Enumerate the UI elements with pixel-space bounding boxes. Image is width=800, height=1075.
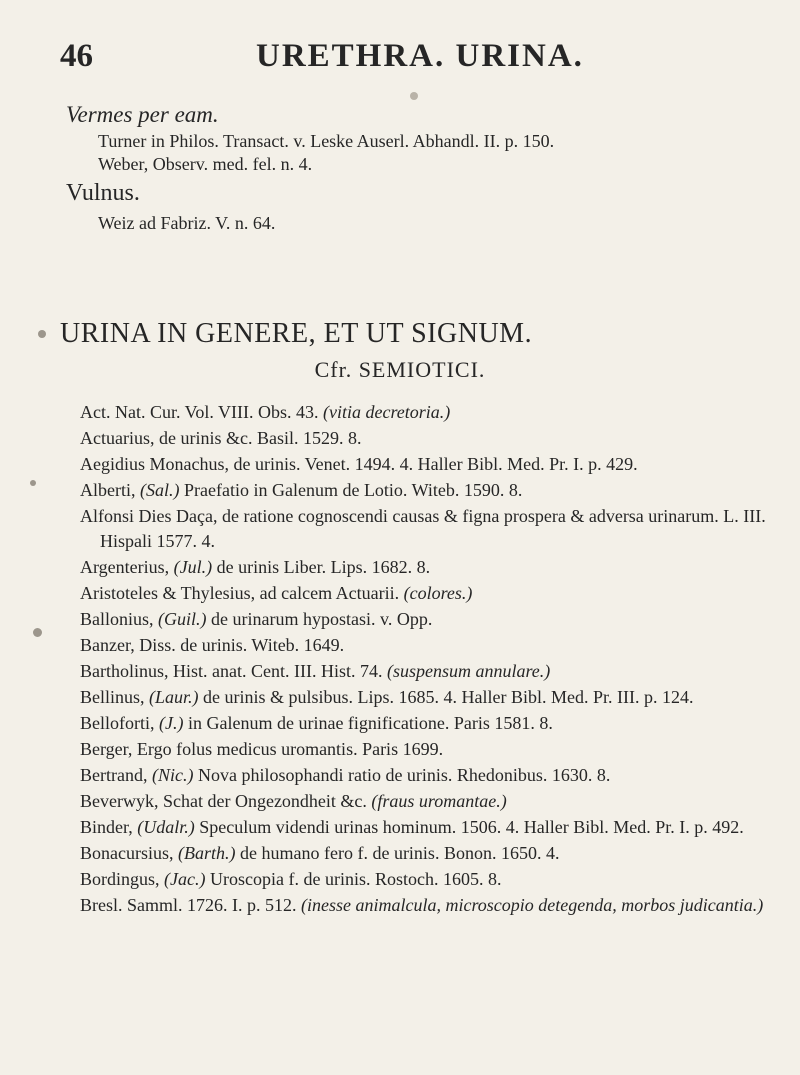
bibliography-entry: Aegidius Monachus, de urinis. Venet. 1494. 4. Haller Bibl. Med. Pr. I. p. 429. (80, 454, 638, 474)
bibliography-entry: Ballonius, (Guil.) de urinarum hypostasi. v. Opp. (80, 609, 433, 629)
paper-speck (38, 330, 46, 338)
vulnus-reference (98, 212, 275, 235)
main-heading: URINA IN GENERE, ET UT SIGNUM. (60, 318, 533, 349)
bibliography-entry: Actuarius, de urinis &c. Basil. 1529. 8. (80, 428, 362, 448)
bibliography-entry: Alberti, (Sal.) Praefatio in Galenum de Lotio. Witeb. 1590. 8. (80, 480, 523, 500)
reference-line: Weber, Observ. med. fel. n. 4. (98, 154, 313, 174)
bibliography-entry: Berger, Ergo folus medicus uromantis. Paris 1699. (80, 739, 444, 759)
reference-line: Weiz ad Fabriz. V. n. 64. (98, 213, 276, 233)
bibliography-entry: Aristoteles & Thylesius, ad calcem Actuarii. (colores.) (80, 583, 473, 603)
page-number: 46 (60, 38, 93, 74)
bibliography-entry: Act. Nat. Cur. Vol. VIII. Obs. 43. (vitia decretoria.) (80, 402, 451, 422)
bibliography-entry: Bellinus, (Laur.) de urinis & pulsibus. Lips. 1685. 4. Haller Bibl. Med. Pr. III. p. 124. (80, 687, 694, 707)
paper-speck (33, 628, 42, 637)
reference-line: Turner in Philos. Transact. v. Leske Auserl. Abhandl. II. p. 150. (98, 131, 555, 151)
section-heading-vulnus: Vulnus. (66, 180, 140, 206)
bibliography-entry: Binder, (Udalr.) Speculum videndi urinas hominum. 1506. 4. Haller Bibl. Med. Pr. I. p. 492. (80, 817, 744, 837)
bibliography-entry: Bertrand, (Nic.) Nova philosophandi ratio de urinis. Rhedonibus. 1630. 8. (80, 765, 611, 785)
bibliography-entry: Bordingus, (Jac.) Uroscopia f. de urinis. Rostoch. 1605. 8. (80, 869, 502, 889)
bibliography-entry: Bonacursius, (Barth.) de humano fero f. de urinis. Bonon. 1650. 4. (80, 843, 560, 863)
page-header (60, 38, 760, 78)
paper-speck (30, 480, 36, 486)
bibliography-entry: Beverwyk, Schat der Ongezondheit &c. (fraus uromantae.) (80, 791, 507, 811)
bibliography-entry: Alfonsi Dies Daça, de ratione cognoscendi causas & figna prospera & adversa urinarum. L. III. Hispali 1577. 4. (80, 506, 766, 551)
bibliography-list (80, 400, 780, 919)
sub-heading: Cfr. SEMIOTICI. (314, 357, 486, 382)
bibliography-entry: Argenterius, (Jul.) de urinis Liber. Lips. 1682. 8. (80, 557, 431, 577)
vermes-reference (98, 130, 554, 176)
running-title: URETHRA. URINA. (256, 38, 584, 74)
bibliography-entry: Belloforti, (J.) in Galenum de urinae fignificatione. Paris 1581. 8. (80, 713, 553, 733)
ornament-dot (410, 92, 418, 100)
bibliography-entry: Bartholinus, Hist. anat. Cent. III. Hist. 74. (suspensum annulare.) (80, 661, 551, 681)
section-heading-vermes: Vermes per eam. (66, 102, 219, 127)
bibliography-entry: Bresl. Samml. 1726. I. p. 512. (inesse animalcula, microscopio detegenda, morbos judicantia.) (80, 895, 764, 915)
bibliography-entry: Banzer, Diss. de urinis. Witeb. 1649. (80, 635, 345, 655)
